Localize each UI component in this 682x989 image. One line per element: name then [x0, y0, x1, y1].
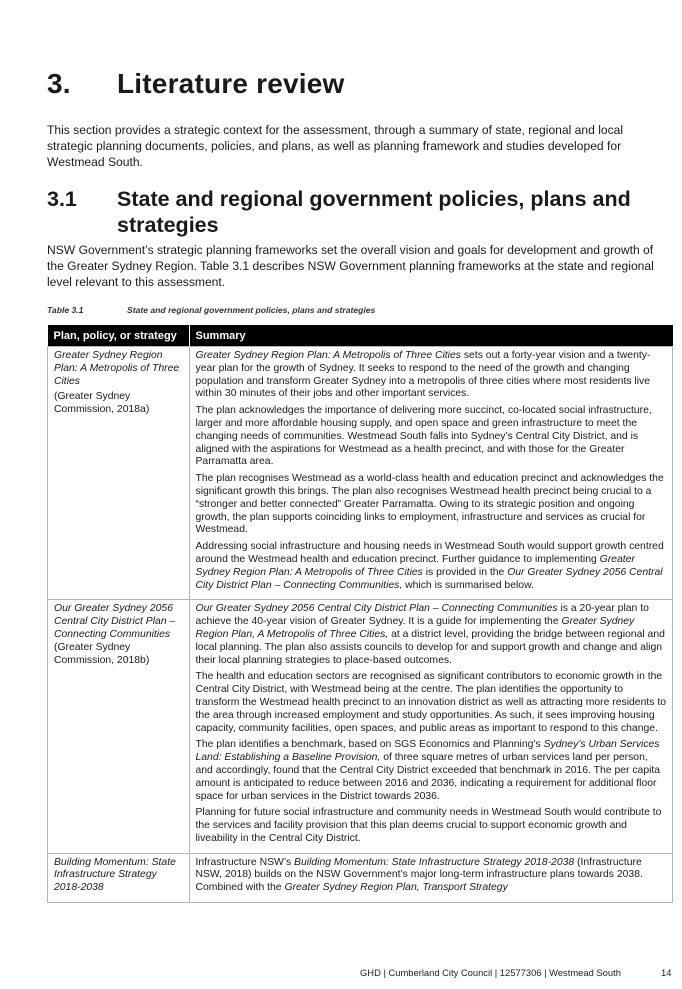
summary-paragraph: The plan identifies a benchmark, based on SGS Economics and Planning’s Sydney’s Urban Services Land: Establishing a Baseline Provision, of three square metres of urban services land per person, and accordingly, found that the Central City District exceeded that benchmark in 2016. The per capita amount is anticipated to reduce between 2016 and 2036, indicating a requirement for additional floor space for urban services in the District towards 2036.: [195, 739, 661, 802]
section-heading: [47, 186, 667, 238]
policies-table: [47, 325, 673, 903]
summary-paragraph: Infrastructure NSW’s Building Momentum: State Infrastructure Strategy 2018-2038 (Infrastructure NSW, 2018) builds on the NSW Government’s major long-term infrastructure plans towards 2038. Combined with the Greater Sydney Region Plan, Transport Strategy: [195, 856, 643, 894]
chapter-heading: [47, 68, 345, 100]
summary-cell: [189, 347, 673, 600]
table-row: [48, 853, 673, 902]
table-caption-label: Table 3.1: [47, 305, 84, 315]
header-plan: Plan, policy, or strategy: [48, 325, 190, 347]
summary-paragraph: Our Greater Sydney 2056 Central City District Plan – Connecting Communities is a 20-year plan to achieve the 40-year vision of Greater Sydney. It is a guide for implementing the Greater Sydney Region Plan, A Metropolis of Three Cities, at a district level, providing the bridge between regional and local planning. The plan also assists councils to develop for and support growth and change and align their local planning strategies to place-based outcomes.: [195, 603, 665, 666]
summary-paragraph: Greater Sydney Region Plan: A Metropolis of Three Cities sets out a forty-year vision and a twenty-year plan for the growth of Sydney. It seeks to respond to the need of the growth and changing population and transform Greater Sydney into a metropolis of three cities where most residents live within 30 minutes of their jobs and other important services.: [195, 350, 651, 400]
table-caption-title: State and regional government policies, plans and strategies: [127, 305, 376, 315]
page-footer: GHD | Cumberland City Council | 12577306 | Westmead South: [360, 967, 621, 978]
plan-title: Our Greater Sydney 2056 Central City District Plan – Connecting Communities: [54, 603, 176, 640]
header-summary: Summary: [189, 325, 673, 347]
plan-cell: [48, 347, 190, 600]
plan-title: Greater Sydney Region Plan: A Metropolis of Three Cities: [54, 350, 180, 387]
table-caption: [47, 305, 375, 315]
chapter-title: Literature review: [117, 68, 345, 99]
plan-cell: [48, 600, 190, 853]
summary-paragraph: Planning for future social infrastructure and community needs in Westmead South would contribute to the services and facility provision that this plan deems crucial to support economic growth and liveability in the Central City District.: [195, 807, 662, 844]
summary-paragraph: The plan acknowledges the importance of delivering more succinct, co-located social infrastructure, larger and more affordable housing supply, and open space and green infrastructure to meet the changing needs of communities. Westmead South falls into Sydney’s Central City District, and is aligned with the aspirations for Westmead as a health precinct, and with those for the Greater Parramatta area.: [195, 405, 652, 468]
summary-cell: [189, 600, 673, 853]
summary-paragraph: The health and education sectors are recognised as significant contributors to economic growth in the Central City District, with Westmead being at the centre. The plan identifies the opportunity to transform the Westmead health precinct to an innovation district as well as attracting more residents to the area through increased employment and study opportunities. As such, it sees improving housing capacity, community facilities, open spaces, and public areas as important to respond to this change.: [195, 671, 666, 734]
section-title: State and regional government policies, plans and strategies: [117, 187, 631, 237]
summary-paragraph: The plan recognises Westmead as a world-class health and education precinct and acknowledges the significant growth this brings. The plan also recognises Westmead health precinct being crucial to a “stronger and better connected” Greater Parramatta. Owing to its strategic position and ongoing growth, the plan supports coinciding links to employment, infrastructure and services as crucial for Westmead.: [195, 473, 664, 536]
table-row: [48, 600, 673, 853]
page-number: 14: [661, 967, 672, 978]
section-intro: NSW Government’s strategic planning frameworks set the overall vision and goals for development and growth of the Greater Sydney Region. Table 3.1 describes NSW Government planning frameworks at the state and regional level relevant to this assessment.: [47, 243, 654, 289]
plan-source: (Greater Sydney Commission, 2018a): [54, 391, 150, 416]
summary-paragraph: Addressing social infrastructure and housing needs in Westmead South would support growth centred around the Westmead health and education precinct. Further guidance to implementing Greater Sydney Region Plan: A Metropolis of Three Cities is provided in the Our Greater Sydney 2056 Central City District Plan – Connecting Communities, which is summarised below.: [195, 541, 664, 591]
chapter-intro: This section provides a strategic context for the assessment, through a summary of state, regional and local strategic planning documents, policies, and plans, as well as planning framework and studies developed for Westmead South.: [47, 123, 624, 169]
table-header-row: [48, 325, 673, 347]
summary-cell: [189, 853, 673, 902]
chapter-number: 3.: [47, 68, 71, 99]
plan-source: (Greater Sydney Commission, 2018b): [54, 641, 150, 666]
plan-title: Building Momentum: State Infrastructure Strategy 2018-2038: [54, 856, 176, 894]
section-number: 3.1: [47, 187, 77, 211]
plan-cell: [48, 853, 190, 902]
table-row: [48, 347, 673, 600]
